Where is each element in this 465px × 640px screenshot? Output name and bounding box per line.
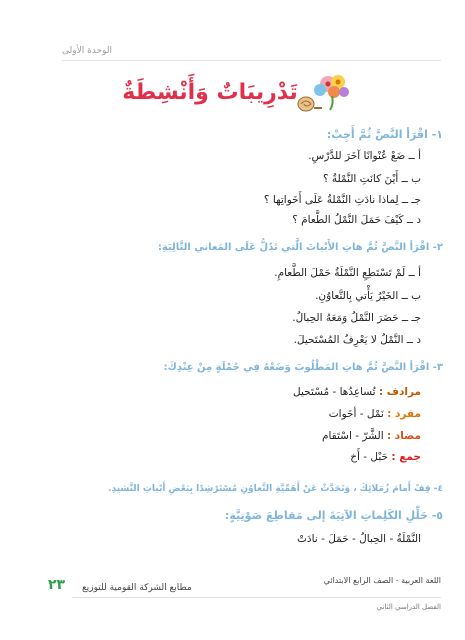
q3-row-singular [329, 408, 421, 420]
antonym-label: مضاد : [386, 430, 421, 442]
header-divider [62, 60, 441, 61]
q1-item-d: د ــ كَيْفَ حَمَلَ النَّمْلُ الطَّعامَ ؟ [292, 214, 421, 226]
singular-words: نَمْل - أخَوات [328, 408, 384, 420]
unit-label: الوحدة الأولى [62, 46, 112, 56]
q3-row-synonym [293, 386, 421, 398]
q2-item-a: أ ــ لَمْ تَسْتَطِعِ النَّمْلَةُ حَمْلَ الطَّعامِ. [274, 267, 421, 279]
q2-item-b: ب ــ الخَيْرُ يَأْتي بِالتَّعاوُنِ. [315, 290, 421, 302]
question-2: ٢- اقْرَأ النَّصَّ ثُمَّ هاتِ الأَبْياتَ الَّتي تَدُلُّ عَلَى المَعاني التَّالِيَةِ: [157, 242, 443, 253]
q3-row-plural [350, 451, 421, 463]
antonym-words: الشَّرّ - اسْتَقام [321, 430, 384, 442]
footer-divider [72, 597, 441, 598]
question-1: ١- اقْرَأ النَّصَّ ثُمَّ أَجِبْ: [326, 128, 443, 141]
q2-item-d: د ــ النَّمْلُ لا يَعْرِفُ المُسْتَحيلَ. [293, 334, 421, 346]
plural-label: جمع : [391, 451, 421, 463]
footer-subject: اللغة العربية - الصف الرابع الابتدائي [323, 576, 441, 585]
singular-label: مفرد : [387, 408, 421, 420]
synonym-label: مرادف : [378, 386, 421, 398]
question-5: ٥- حَلِّلِ الكَلِماتِ الآتِيَةَ إلى مَقاطِعَ صَوْتِيَّةٍ: [224, 509, 443, 522]
q3-row-antonym [322, 430, 421, 442]
page-title: تَدْرِيبَاتٌ وَأَنْشِطَةٌ [122, 80, 298, 105]
publisher-credit: مطابع الشركة القومية للتوزيع [82, 583, 192, 593]
q1-item-a: أ ــ ضَعْ عُنْوانًا آخَرَ للدَّرْسِ. [308, 150, 421, 162]
q5-words: النَّمْلَةُ - الحِبالُ - حَمَلَ - نادَتْ [297, 533, 421, 545]
question-4: ٤- قِفْ أَمامَ زُمَلائِكَ ، وَتَحَدَّثْ عَنْ أَهَمِّيَّةِ التَّعاوُنِ مُسْتَرْشِدًا بِبَعْضِ أَبْياتِ النَّشيدِ. [108, 484, 443, 494]
plural-words: حَبْل - أَخ [350, 451, 389, 463]
q2-item-c: جـ ــ حَضَرَ النَّمْلُ وَمَعَهُ الحِبالُ. [292, 312, 421, 324]
q1-item-b: ب ــ أَيْنَ كانَتِ النَّمْلةُ ؟ [322, 173, 421, 185]
page-number: ٢٣ [48, 577, 66, 593]
question-3: ٣- اقْرَأ النَّصَّ ثُمَّ هاتِ المَطْلُوبَ وَضَعْهُ فِي جُمْلَةٍ مِنْ عِنْدِكَ: [163, 362, 443, 373]
q1-item-c: جـ ــ لِماذا نادَتِ النَّمْلةُ عَلَى أَخَواتِها ؟ [263, 194, 421, 206]
footer-term: الفصل الدراسي الثاني [376, 603, 441, 611]
synonym-words: تُساعِدُها - مُسْتَحيل [293, 386, 376, 398]
